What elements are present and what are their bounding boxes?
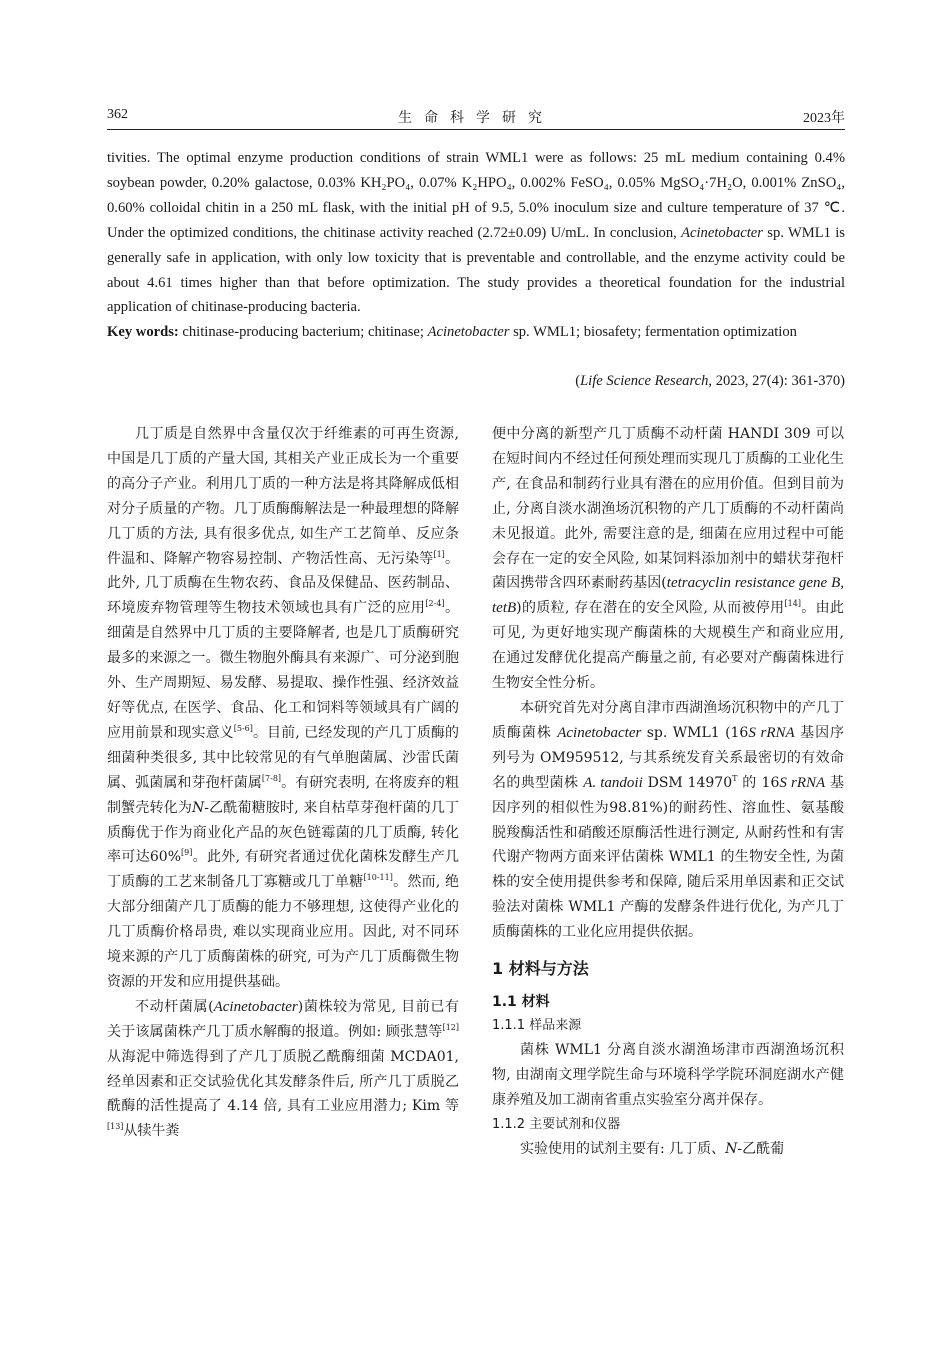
journal-name: 生命科学研究 bbox=[398, 111, 554, 126]
intro-paragraph-1: 几丁质是自然界中含量仅次于纤维素的可再生资源, 中国是几丁质的产量大国, 其相关产业正成长为一个重要的高分子产业。利用几丁质的一种方法是将其降解成低相对分子质量的产物。几丁质酶酶解法是一种最理想的降解几丁质的方法, 具有很多优点, 如生产工艺简单、反应条件温和、降解产物容易控制、产物活性高、无污染等[1]。此外, 几丁质酶在生物农药、食品及保健品、医药制品、环境废弃物管理等生物技术领域也具有广泛的应用[2-4]。细菌是自然界中几丁质的主要降解者, 也是几丁质酶研究最多的来源之一。微生物胞外酶具有来源广、可分泌到胞外、生产周期短、易发酵、易提取、操作性强、经济效益好等优点, 在医学、食品、化工和饲料等领域具有广阔的应用前景和现实意义[5-6]。目前, 已经发现的产几丁质酶的细菌种类很多, 其中比较常见的有气单胞菌属、沙雷氏菌属、弧菌属和芽孢杆菌属[7-8]。有研究表明, 在将废弃的粗制蟹壳转化为N-乙酰葡糖胺时, 来自枯草芽孢杆菌的几丁质酶优于作为商业化产品的灰色链霉菌的几丁质酶, 转化率可达60%[9]。此外, 有研究者通过优化菌株发酵生产几丁质酶的工艺来制备几丁寡糖或几丁单糖[10-11]。然而, 绝大部分细菌产几丁质酶的能力不够理想, 这使得产业化的几丁质酶价格昂贵, 难以实现商业应用。因此, 对不同环境来源的产几丁质酶菌株的研究, 可为产几丁质酶微生物资源的开发和应用提供基础。 bbox=[107, 426, 460, 990]
reference-mark[interactable]: [5-6] bbox=[233, 723, 253, 733]
abstract-english bbox=[107, 146, 845, 345]
left-column bbox=[107, 422, 459, 1144]
reference-mark[interactable]: [2-4] bbox=[425, 599, 445, 609]
right-column bbox=[492, 422, 844, 1162]
subsubsection-heading-samples: 1.1.1 样品来源 bbox=[492, 1017, 582, 1033]
reference-mark[interactable]: [9] bbox=[181, 848, 193, 858]
abstract-text: tivities. The optimal enzyme production conditions of strain WML1 were as follows: 25 mL medium containing 0.4% soybean powder, 0.20% galactose, 0.03% KH₂PO₄, 0.07% K₂HPO₄, 0.002% FeSO₄, 0.05% MgSO₄·7H₂O, 0.001% ZnSO₄, 0.60% colloidal chitin in a 250 mL flask, with the initial pH of 9.5, 5.0% inoculum size and culture temperature of 37 ℃. Under the optimized conditions, the chitinase activity reached (2.72±0.09) U/mL. In conclusion, Acinetobacter sp. WML1 is generally safe in application, with only low toxicity that is preventable and controllable, and the enzyme activity could be about 4.61 times higher than that before optimization. The study provides a theoretical foundation for the industrial application of chitinase-producing bacteria. bbox=[107, 150, 845, 316]
subsection-heading-materials: 1.1 材料 bbox=[492, 993, 550, 1010]
intro-paragraph-3: 本研究首先对分离自津市西湖渔场沉积物中的产几丁质酶菌株 Acinetobacter sp. WML1 (16S rRNA 基因序列号为 OM959512, 与其系统发育关系最密切的有效命名的典型菌株 A. tandoii DSM $14970^T$ 的 16S rRNA 基因序列的相似性为98.81%)的耐药性、溶血性、氨基酸脱羧酶活性和硝酸还原酶活性进行测定, 从耐药性和有害代谢产物两方面来评估菌株 WML1 的生物安全性, 为菌株的安全使用提供参考和保障, 随后采用单因素和正交试验法对菌株 WML1 产酶的发酵条件进行优化, 为产几丁质酶菌株的工业化应用提供依据。 bbox=[492, 699, 845, 941]
citation-line: (Life Science Research, 2023, 27(4): 361-370) bbox=[575, 373, 845, 389]
reference-mark[interactable]: [10-11] bbox=[363, 873, 393, 883]
reference-mark[interactable]: [13] bbox=[107, 1122, 124, 1132]
intro-paragraph-2: 不动杆菌属(Acinetobacter)菌株较为常见, 目前已有关于该属菌株产几丁质水解酶的报道。例如: 顾张慧等[12]从海泥中筛选得到了产几丁质脱乙酰酶细菌 MCDA01, 经单因素和正交试验优化其发酵条件后, 所产几丁质脱乙酰酶的活性提高了 4.14 倍, 具有工业应用潜力; Kim 等[13]从犊牛粪 bbox=[107, 998, 459, 1140]
section-heading-methods: 1 材料与方法 bbox=[492, 959, 589, 979]
subsubsection-heading-reagents: 1.1.2 主要试剂和仪器 bbox=[492, 1116, 621, 1132]
header-year: 2023年 bbox=[803, 111, 845, 126]
keywords-label: Key words: bbox=[107, 324, 179, 341]
keywords: Key words: chitinase-producing bacterium; chitinase; Acinetobacter sp. WML1; biosafety; fermentation optimization bbox=[107, 324, 797, 341]
citation-journal: Life Science Research bbox=[580, 373, 709, 389]
reagents-paragraph: 实验使用的试剂主要有: 几丁质、N-乙酰葡 bbox=[520, 1140, 785, 1157]
reference-mark[interactable]: [12] bbox=[442, 1022, 459, 1032]
intro-paragraph-2-cont: 便中分离的新型产几丁质酶不动杆菌 HANDI 309 可以在短时间内不经过任何预处理而实现几丁质酶的工业化生产, 在食品和制药行业具有潜在的应用价值。但到目前为止, 分离自淡水湖渔场沉积物的产几丁质酶的不动杆菌尚未见报道。此外, 需要注意的是, 细菌在应用过程中可能会存在一定的安全风险, 如某饲料添加剂中的蜡状芽孢杆菌因携带含四环素耐药基因(tetracyclin resistance gene B, tetB)的质粒, 存在潜在的安全风险, 从而被停用[14]。由此可见, 为更好地实现产酶菌株的大规模生产和商业应用, 在通过发酵优化提高产酶量之前, 有必要对产酶菌株进行生物安全性分析。 bbox=[492, 426, 845, 692]
reference-mark[interactable]: [14] bbox=[784, 599, 801, 609]
reference-mark[interactable]: [1] bbox=[433, 549, 445, 559]
page-header bbox=[107, 105, 845, 130]
samples-paragraph: 菌株 WML1 分离自淡水湖渔场津市西湖渔场沉积物, 由湖南文理学院生命与环境科学学院环洞庭湖水产健康养殖及加工湖南省重点实验室分离并保存。 bbox=[492, 1041, 844, 1108]
reference-mark[interactable]: [7-8] bbox=[261, 773, 282, 783]
page-number: 362 bbox=[107, 107, 128, 122]
